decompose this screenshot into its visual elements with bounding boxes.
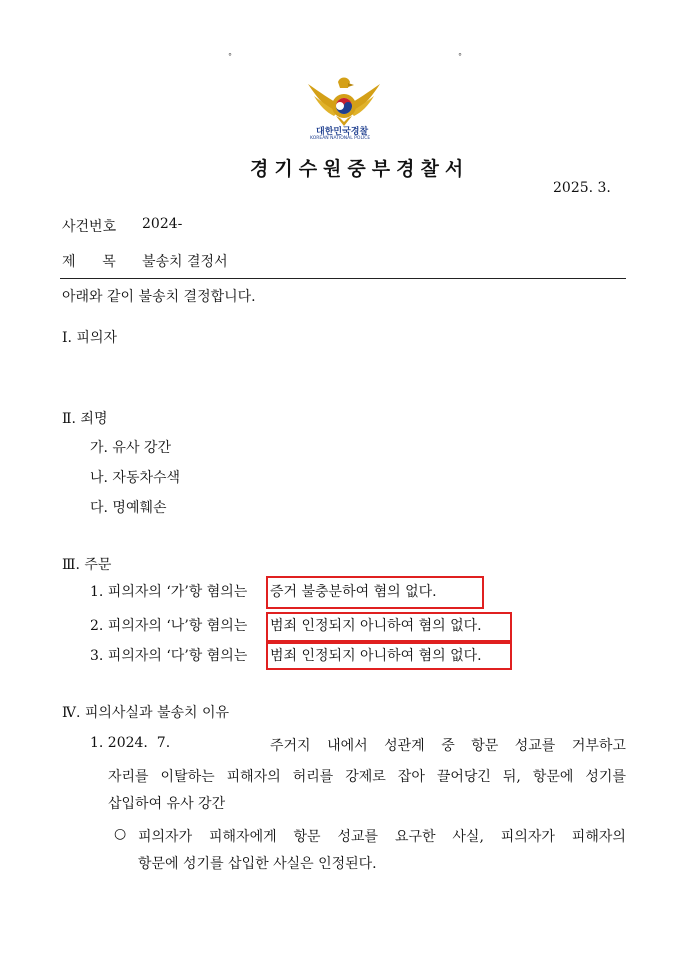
subject-value: 불송치 결정서 bbox=[142, 254, 228, 270]
word: 자리를 bbox=[108, 769, 149, 785]
fact-line-3: 삽입하여 유사 강간 bbox=[108, 796, 226, 812]
charge-item: 나. 자동차수색 bbox=[90, 470, 181, 486]
word: 피의자가 bbox=[138, 829, 193, 845]
word: 피해자의 bbox=[226, 769, 281, 785]
word: 끌어당긴 bbox=[436, 769, 491, 785]
word: 항문 bbox=[293, 829, 321, 845]
office-title: 경기수원중부경찰서 bbox=[250, 158, 470, 180]
charge-item: 다. 명예훼손 bbox=[90, 500, 167, 516]
ruling-prefix: 3. 피의자의 ‘다’항 혐의는 bbox=[90, 648, 248, 664]
ruling-decision: 범죄 인정되지 아니하여 혐의 없다. bbox=[270, 618, 482, 634]
word: 성기를 bbox=[585, 769, 626, 785]
emblem-subtitle: KOREAN NATIONAL POLICE bbox=[310, 136, 371, 141]
fact-line-1 bbox=[270, 735, 626, 755]
police-emblem-logo bbox=[302, 74, 386, 146]
word: 항문 bbox=[471, 738, 499, 754]
word: 허리를 bbox=[292, 769, 334, 785]
word: 거부하고 bbox=[571, 738, 626, 754]
word: 요구한 bbox=[394, 829, 436, 845]
word: 사실, bbox=[452, 829, 484, 845]
fact-item-date: 1. 2024. 7. bbox=[90, 735, 171, 751]
document-date: 2025. 3. bbox=[553, 180, 611, 196]
finding-line-2: 항문에 성기를 삽입한 사실은 인정된다. bbox=[138, 856, 377, 872]
word: 이탈하는 bbox=[160, 769, 215, 785]
word: 피의자가 bbox=[500, 829, 555, 845]
word: 잡아 bbox=[397, 769, 425, 785]
fact-line-2 bbox=[108, 766, 626, 786]
word: 주거지 bbox=[270, 738, 311, 754]
section-1-heading: Ⅰ. 피의자 bbox=[62, 330, 118, 346]
ruling-decision: 범죄 인정되지 아니하여 혐의 없다. bbox=[270, 648, 482, 664]
ruling-prefix: 2. 피의자의 ‘나’항 혐의는 bbox=[90, 618, 248, 634]
word: 내에서 bbox=[327, 738, 368, 754]
word: 성교를 bbox=[337, 829, 379, 845]
word: 성교를 bbox=[514, 738, 556, 754]
word: 항문에 bbox=[532, 769, 574, 785]
ruling-decision: 증거 불충분하여 혐의 없다. bbox=[270, 584, 437, 600]
subject-label: 제 목 bbox=[62, 254, 116, 270]
finding-line-1 bbox=[138, 826, 626, 846]
intro-text: 아래와 같이 불송치 결정합니다. bbox=[62, 289, 256, 305]
emblem-name: 대한민국경찰 bbox=[316, 127, 369, 137]
case-number-value: 2024- bbox=[142, 216, 183, 232]
top-mark-right: ° bbox=[458, 52, 462, 61]
sub-bullet-icon: ○ bbox=[114, 826, 127, 842]
section-2-heading: Ⅱ. 죄명 bbox=[62, 411, 108, 427]
word: 뒤, bbox=[502, 769, 521, 785]
word: 강제로 bbox=[345, 769, 386, 785]
case-number-label: 사건번호 bbox=[62, 219, 117, 235]
top-mark-left: ° bbox=[228, 52, 232, 61]
charge-item: 가. 유사 강간 bbox=[90, 440, 171, 456]
section-4-heading: Ⅳ. 피의사실과 불송치 이유 bbox=[62, 705, 230, 721]
word: 피해자에게 bbox=[209, 829, 277, 845]
word: 성관계 bbox=[384, 738, 425, 754]
section-3-heading: Ⅲ. 주문 bbox=[62, 557, 112, 573]
word: 피해자의 bbox=[571, 829, 626, 845]
word: 중 bbox=[441, 738, 455, 754]
ruling-prefix: 1. 피의자의 ‘가’항 혐의는 bbox=[90, 584, 248, 600]
header-divider bbox=[60, 278, 626, 279]
